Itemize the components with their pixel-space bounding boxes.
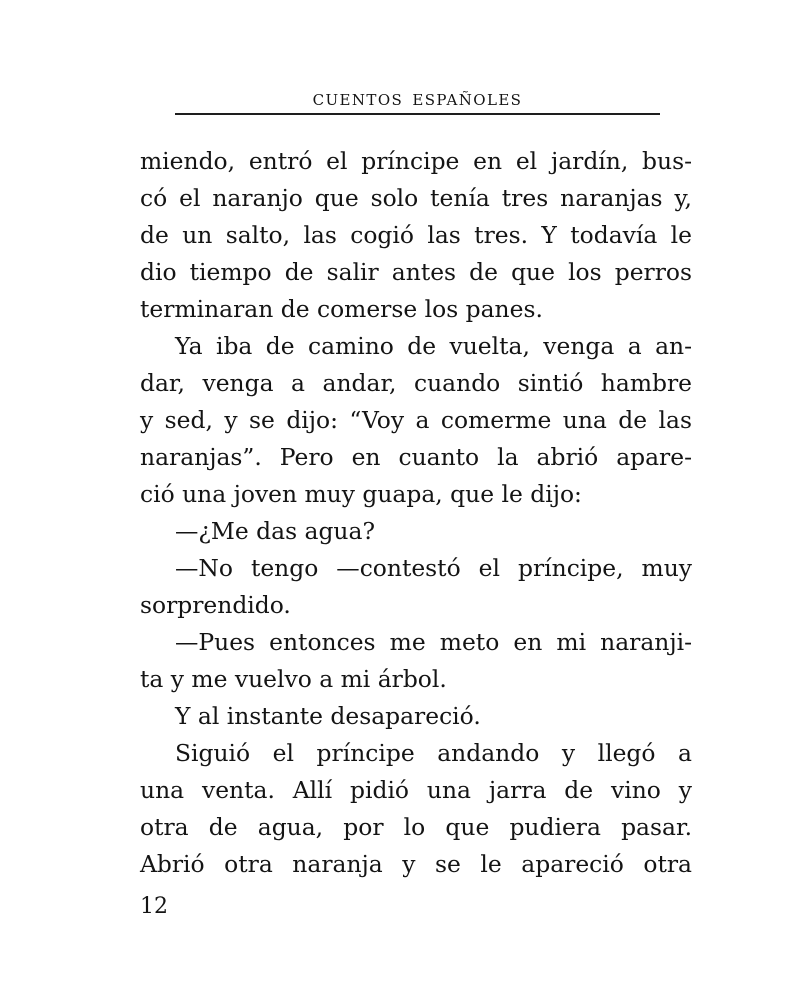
text-line: otra de agua, por lo que pudiera pasar. xyxy=(140,813,692,841)
text-line: Abrió otra naranja y se le apareció otra xyxy=(140,850,692,878)
text-line: —No tengo —contestó el príncipe, muy xyxy=(175,554,692,582)
running-header: CUENTOS ESPAÑOLES xyxy=(312,91,523,109)
text-line: dio tiempo de salir antes de que los perros xyxy=(140,258,692,286)
text-line: —¿Me das agua? xyxy=(175,517,375,545)
text-line: ta y me vuelvo a mi árbol. xyxy=(140,665,447,693)
header-rule xyxy=(175,113,660,115)
text-line: terminaran de comerse los panes. xyxy=(140,295,543,323)
text-line: —Pues entonces me meto en mi naranji- xyxy=(175,628,692,656)
text-line: dar, venga a andar, cuando sintió hambre xyxy=(140,369,692,397)
text-line: Ya iba de camino de vuelta, venga a an- xyxy=(175,332,692,360)
text-line: una venta. Allí pidió una jarra de vino y xyxy=(140,776,692,804)
text-line: sorprendido. xyxy=(140,591,291,619)
text-line: có el naranjo que solo tenía tres naranjas y, xyxy=(140,184,692,212)
text-line: y sed, y se dijo: “Voy a comerme una de las xyxy=(140,406,692,434)
text-line: Siguió el príncipe andando y llegó a xyxy=(175,739,692,767)
text-line: ció una joven muy guapa, que le dijo: xyxy=(140,480,582,508)
page-number: 12 xyxy=(140,894,168,919)
text-line: de un salto, las cogió las tres. Y todavía le xyxy=(140,221,692,249)
text-line: Y al instante desapareció. xyxy=(175,702,481,730)
text-line: naranjas”. Pero en cuanto la abrió apare- xyxy=(140,443,692,471)
text-line: miendo, entró el príncipe en el jardín, bus- xyxy=(140,147,692,175)
